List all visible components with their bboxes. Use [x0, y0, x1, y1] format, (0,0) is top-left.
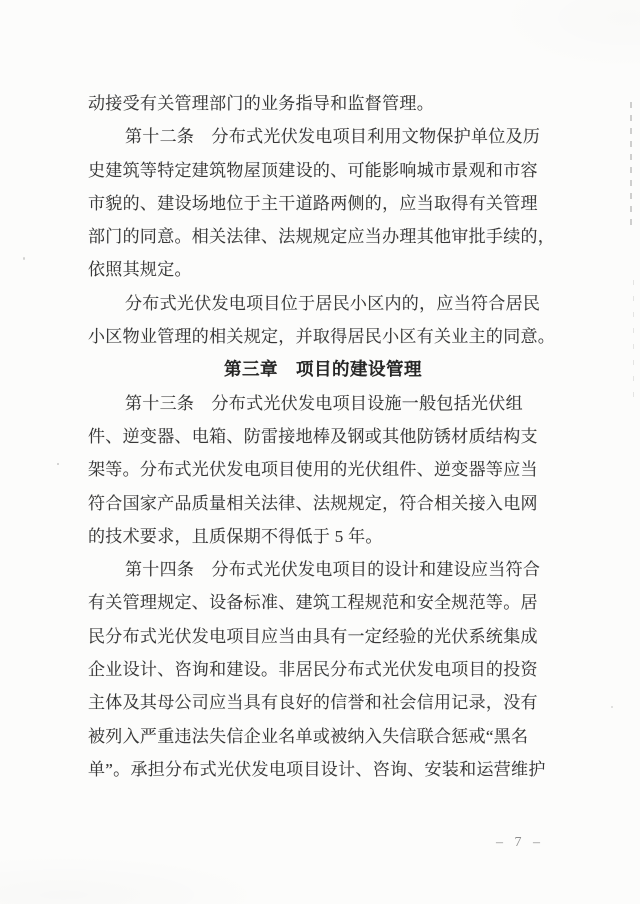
body-text-line: 的技术要求，且质保期不得低于 5 年。 — [88, 526, 383, 546]
page-number: – 7 – — [496, 835, 544, 850]
body-text-line: 主体及其母公司应当具有良好的信誉和社会信用记录，没有 — [88, 693, 538, 713]
body-text-line: 动接受有关管理部门的业务指导和监督管理。 — [88, 94, 434, 113]
body-text-line: 第十二条 分布式光伏发电项目利用文物保护单位及历 — [125, 127, 541, 147]
body-text-line: 部门的同意。相关法律、法规规定应当办理其他审批手续的， — [88, 227, 556, 247]
body-text-line: 单”。承担分布式光伏发电项目设计、咨询、安装和运营维护 — [88, 759, 546, 779]
body-text-line: 史建筑等特定建筑物屋顶建设的、可能影响城市景观和市容 — [88, 160, 538, 180]
document-body — [88, 87, 558, 786]
body-text-line: 企业设计、咨询和建设。非居民分布式光伏发电项目的投资 — [88, 660, 538, 680]
body-text-line: 被列入严重违法失信企业名单或被纳入失信联合惩戒“黑名 — [88, 726, 529, 746]
body-text-line: 架等。分布式光伏发电项目使用的光伏组件、逆变器等应当 — [88, 460, 538, 480]
body-text-line: 依照其规定。 — [88, 260, 192, 280]
scan-speck — [611, 706, 613, 708]
chapter-heading: 第三章 项目的建设管理 — [224, 359, 422, 380]
body-text-line: 第十四条 分布式光伏发电项目的设计和建设应当符合 — [125, 560, 541, 580]
scan-artifact — [633, 280, 634, 400]
body-text-line: 民分布式光伏发电项目应当由具有一定经验的光伏系统集成 — [88, 626, 538, 646]
body-text-line: 市貌的、建设场地位于主干道路两侧的，应当取得有关管理 — [88, 193, 538, 213]
scan-speck — [57, 463, 59, 465]
body-text-line: 第十三条 分布式光伏发电项目设施一般包括光伏组 — [125, 393, 523, 413]
body-text-line: 件、逆变器、电箱、防雷接地棒及钢或其他防锈材质结构支 — [88, 426, 538, 446]
body-text-line: 分布式光伏发电项目位于居民小区内的，应当符合居民 — [125, 293, 541, 313]
scan-speck — [23, 257, 25, 260]
scan-artifact — [630, 102, 632, 232]
body-text-line: 小区物业管理的相关规定，并取得居民小区有关业主的同意。 — [88, 327, 556, 347]
body-text-line: 有关管理规定、设备标准、建筑工程规范和安全规范等。居 — [88, 593, 538, 613]
body-text-line: 符合国家产品质量相关法律、法规规定，符合相关接入电网 — [88, 493, 538, 513]
